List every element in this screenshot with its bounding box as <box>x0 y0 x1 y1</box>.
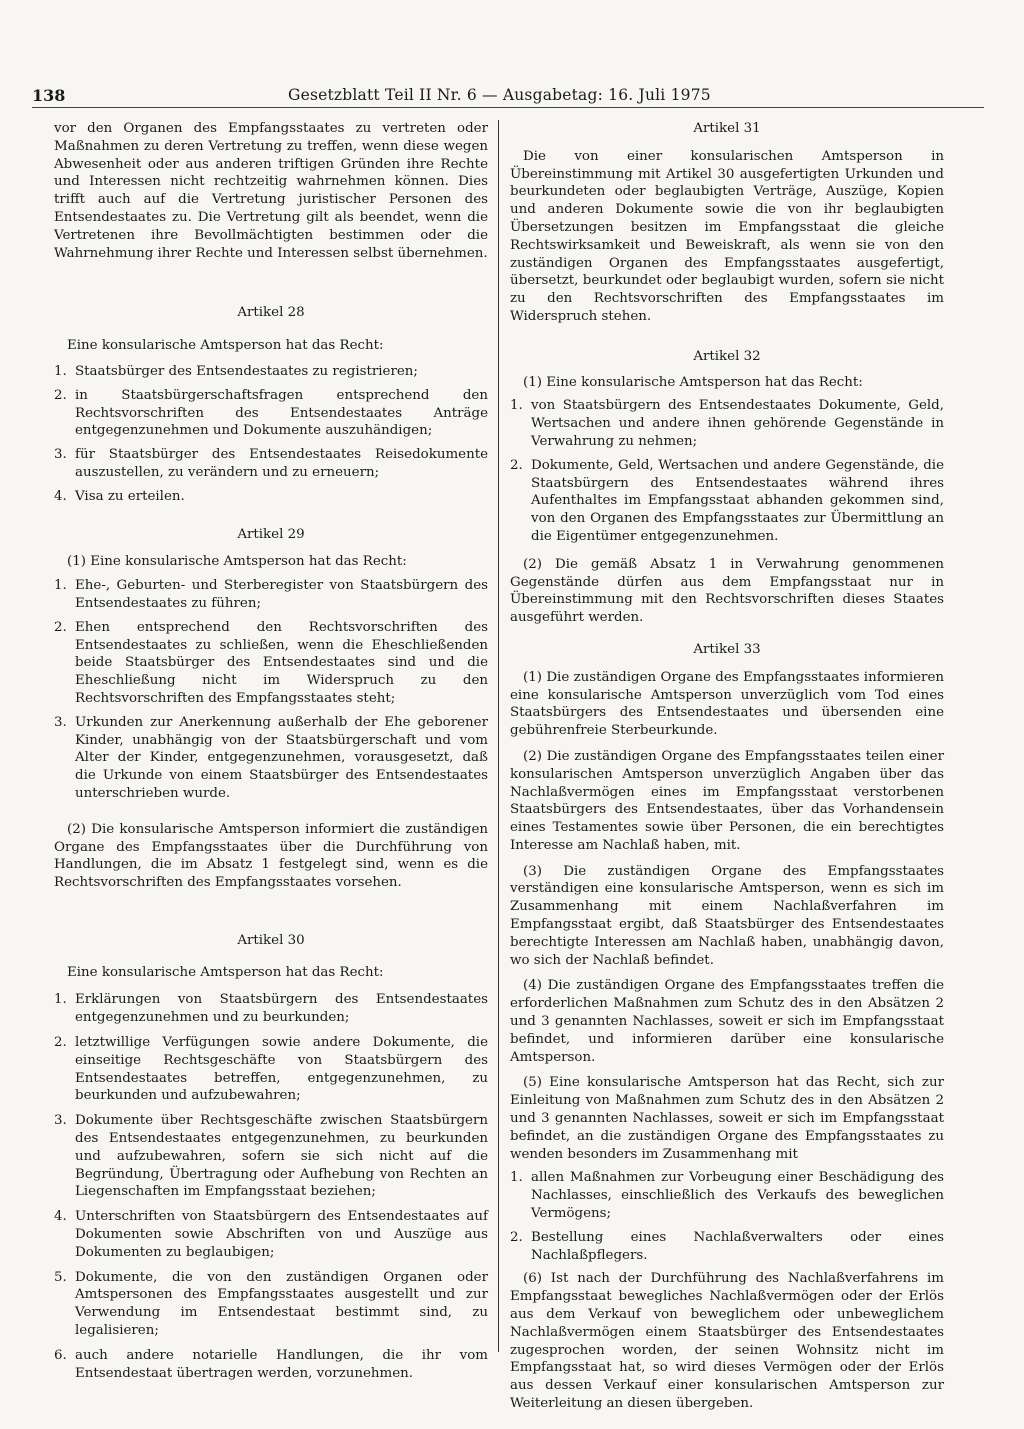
article-32-title: Artikel 32 <box>693 348 761 364</box>
article-30-list <box>54 991 488 1382</box>
list-item: 2. Ehen entsprechend den Rechtsvorschriften des Entsendestaates zu schließen, wenn die Eheschließenden beide Staatsbürger des Entsendestaates sind und die Eheschließung nicht im Widerspruch zu den Rechtsvorschriften des Empfangsstaates steht; <box>54 619 488 706</box>
list-item: 2. Bestellung eines Nachlaßverwalters oder eines Nachlaßpflegers. <box>510 1229 944 1263</box>
list-item: 3. für Staatsbürger des Entsendestaates Reisedokumente auszustellen, zu verändern und zu erneuern; <box>54 447 488 480</box>
list-item: 3. Urkunden zur Anerkennung außerhalb der Ehe geborener Kinder, unabhängig von der Staatsbürgerschaft und vom Alter der Kinder, entgegenzunehmen, vorausgesetzt, daß die Urkunde von einem Staatsbürger des Entsendestaates unterschrieben wurde. <box>54 714 488 801</box>
article-33-title: Artikel 33 <box>693 641 761 657</box>
list-item: 2. letztwillige Verfügungen sowie andere Dokumente, die einseitige Rechtsgeschäfte von Staatsbürgern des Entsendestaates betreffen, entgegenzunehmen, zu beurkunden und aufzubewahren; <box>54 1035 488 1104</box>
list-item: 1. Erklärungen von Staatsbürgern des Entsendestaates entgegenzunehmen und zu beurkunden; <box>54 992 488 1026</box>
list-item: 3. Dokumente über Rechtsgeschäfte zwischen Staatsbürgern des Entsendestaates entgegenzunehmen, zu beurkunden und aufzubewahren, sofern sie sich nicht auf die Begründung, Übertragung oder Aufhebung von Rechten an Liegenschaften im Empfangsstaat beziehen; <box>54 1113 488 1200</box>
running-head: Gesetzblatt Teil II Nr. 6 — Ausgabetag: 16. Juli 1975 <box>288 86 711 104</box>
list-item: 2. in Staatsbürgerschaftsfragen entsprechend den Rechtsvorschriften des Entsendestaates Anträge entgegenzunehmen und Dokumente auszuhändigen; <box>54 387 488 439</box>
article-28-title: Artikel 28 <box>237 305 305 321</box>
article-33-paragraph-2: (2) Die zuständigen Organe des Empfangsstaates teilen einer konsularischen Amtsperson unverzüglich Angaben über das Nachlaßvermögen eines im Empfangsstaat verstorbenen Staatsbürgers des Entsendestaates, über das Vorhandensein eines Testamentes sowie über Personen, die ein berechtigtes Interesse am Nachlaß haben, mit. <box>510 748 944 853</box>
article-33-list <box>510 1169 944 1264</box>
article-28-lead: Eine konsularische Amtsperson hat das Recht: <box>67 338 384 354</box>
list-item: 6. auch andere notarielle Handlungen, die ihr vom Entsendestaat übertragen werden, vorzunehmen. <box>54 1347 488 1381</box>
article-32-paragraph-2: (2) Die gemäß Absatz 1 in Verwahrung genommenen Gegenstände dürfen aus dem Empfangsstaat nur in Übereinstimmung mit den Rechtsvorschriften dieses Staates ausgeführt werden. <box>510 556 944 626</box>
list-item: 4. Visa zu erteilen. <box>54 488 185 504</box>
list-item: 1. Ehe-, Geburten- und Sterberegister von Staatsbürgern des Entsendestaates zu führen; <box>54 578 488 611</box>
list-item: 5. Dokumente, die von den zuständigen Organen oder Amtspersonen des Empfangsstaates ausgestellt und zur Verwendung im Entsendestaat bestimmt sind, zu legalisieren; <box>54 1269 488 1339</box>
list-item: 1. allen Maßnahmen zur Vorbeugung einer Beschädigung des Nachlasses, einschließlich des Verkaufs des beweglichen Vermögens; <box>510 1170 944 1222</box>
article-31-text: Die von einer konsularischen Amtsperson in Übereinstimmung mit Artikel 30 ausgefertigten Urkunden und beurkundeten oder beglaubigten Verträge, Auszüge, Kopien und anderen Dokumente sowie die von ihr beglaubigten Übersetzungen besitzen im Empfangsstaat die gleiche Rechtswirksamkeit und Beweiskraft, als wenn sie von den zuständigen Organen des Empfangsstaates ausgefertigt, übersetzt, beurkundet oder beglaubigt wurden, sofern sie nicht zu den Rechtsvorschriften des Empfangsstaates im Widerspruch stehen. <box>510 148 944 324</box>
column-divider <box>498 120 499 1352</box>
continuation-paragraph: vor den Organen des Empfangsstaates zu vertreten oder Maßnahmen zu deren Vertretung zu treffen, wenn diese wegen Abwesenheit oder aus anderen triftigen Gründen ihre Rechte und Interessen nicht rechtzeitig wahrnehmen können. Dies trifft auch auf die Vertretung juristischer Personen des Entsendestaates zu. Die Vertretung gilt als beendet, wenn die Vertretenen ihre Bevollmächtigten bestimmen oder die Wahrnehmung ihrer Rechte und Interessen selbst übernehmen. <box>54 121 488 261</box>
list-item: 4. Unterschriften von Staatsbürgern des Entsendestaates auf Dokumenten sowie Abschriften von und Auszüge aus Dokumenten zu beglaubigen; <box>54 1209 488 1260</box>
right-column <box>510 120 944 1413</box>
article-28-list <box>54 363 488 506</box>
article-29-lead: (1) Eine konsularische Amtsperson hat das Recht: <box>67 554 407 570</box>
left-column <box>54 120 488 1382</box>
article-33-paragraph-1: (1) Die zuständigen Organe des Empfangsstaates informieren eine konsularische Amtsperson unverzüglich vom Tod eines Staatsbürgers des Entsendestaates und übersenden eine gebührenfreie Sterbeurkunde. <box>510 669 944 739</box>
list-item: 1. Staatsbürger des Entsendestaates zu registrieren; <box>54 363 418 379</box>
article-33-paragraph-4: (4) Die zuständigen Organe des Empfangsstaates treffen die erforderlichen Maßnahmen zum Schutz des in den Absätzen 2 und 3 genannten Nachlasses, soweit er sich im Empfangsstaat befindet, und informieren darüber eine konsularische Amtsperson. <box>510 978 944 1065</box>
article-30-title: Artikel 30 <box>237 932 305 948</box>
article-29-title: Artikel 29 <box>237 526 305 542</box>
article-33-paragraph-6: (6) Ist nach der Durchführung des Nachlaßverfahrens im Empfangsstaat bewegliches Nachlaßvermögen oder der Erlös aus dem Verkauf von beweglichem oder unbeweglichem Nachlaßvermögen einem Staatsbürger des Entsendestaates zugesprochen worden, der seinen Wohnsitz nicht im Empfangsstaat hat, so wird dieses Vermögen oder der Erlös aus dessen Verkauf einer konsularischen Amtsperson zur Weiterleitung an diesen übergeben. <box>510 1271 944 1411</box>
article-29-list <box>54 577 488 803</box>
article-32-lead: (1) Eine konsularische Amtsperson hat das Recht: <box>523 374 863 390</box>
article-32-list <box>510 397 944 545</box>
article-33-paragraph-3: (3) Die zuständigen Organe des Empfangsstaates verständigen eine konsularische Amtsperson, wenn es sich im Zusammenhang mit einem Nachlaßverfahren im Empfangsstaat ergibt, daß Staatsbürger des Entsendestaates berechtigte Interessen am Nachlaß haben, unabhängig davon, wo sich der Nachlaß befindet. <box>510 863 944 968</box>
article-30-lead: Eine konsularische Amtsperson hat das Recht: <box>67 964 384 980</box>
list-item: 2. Dokumente, Geld, Wertsachen und andere Gegenstände, die Staatsbürgern des Entsendestaates während ihres Aufenthaltes im Empfangsstaat abhanden gekommen sind, von den Organen des Empfangsstaates zur Übermittlung an die Eigentümer entgegenzunehmen. <box>510 457 944 544</box>
page-number: 138 <box>32 86 66 105</box>
article-29-paragraph-2: (2) Die konsularische Amtsperson informiert die zuständigen Organe des Empfangsstaates über die Durchführung von Handlungen, die im Absatz 1 festgelegt sind, wenn es die Rechtsvorschriften des Empfangsstaates vorsehen. <box>54 821 488 891</box>
article-33-paragraph-5: (5) Eine konsularische Amtsperson hat das Recht, sich zur Einleitung von Maßnahmen zum Schutz des in den Absätzen 2 und 3 genannten Nachlasses, soweit er sich im Empfangsstaat befindet, an die zuständigen Organe des Empfangsstaates zu wenden besonders im Zusammenhang mit <box>510 1075 944 1162</box>
header-rule <box>32 107 984 108</box>
article-31-title: Artikel 31 <box>693 121 761 136</box>
list-item: 1. von Staatsbürgern des Entsendestaates Dokumente, Geld, Wertsachen und andere ihnen gehörende Gegenstände in Verwahrung zu nehmen; <box>510 398 944 449</box>
